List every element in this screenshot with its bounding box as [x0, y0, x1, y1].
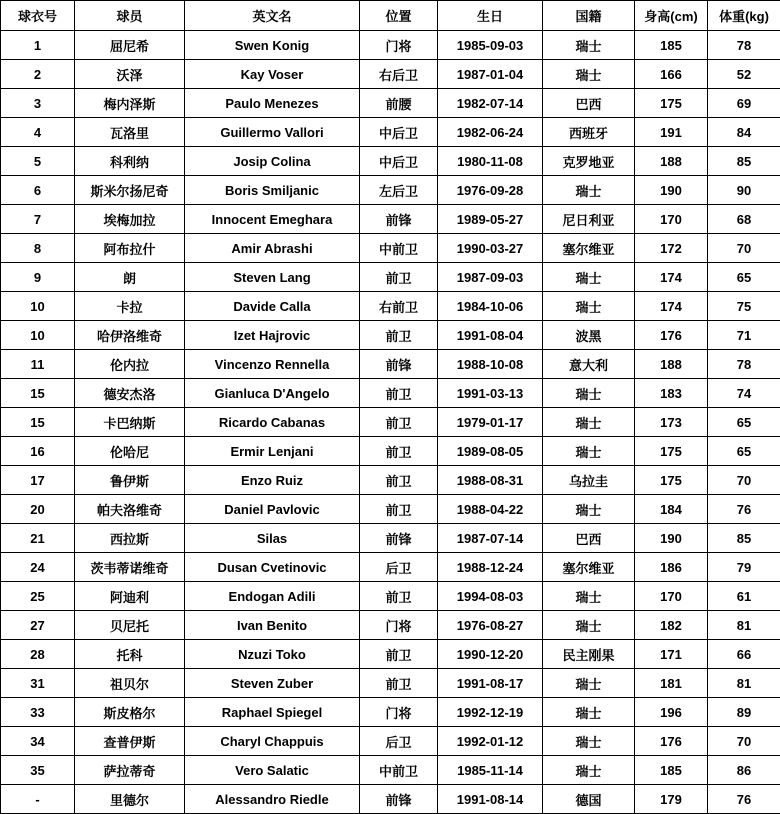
cell-player: 斯米尔扬尼奇 — [75, 176, 185, 205]
cell-player: 埃梅加拉 — [75, 205, 185, 234]
cell-height: 182 — [635, 611, 708, 640]
cell-player: 朗 — [75, 263, 185, 292]
cell-weight: 90 — [708, 176, 780, 205]
cell-english-name: Josip Colina — [185, 147, 360, 176]
cell-number: 10 — [1, 292, 75, 321]
cell-weight: 78 — [708, 31, 780, 60]
cell-nationality: 瑞士 — [543, 379, 635, 408]
cell-height: 166 — [635, 60, 708, 89]
cell-birthday: 1988-10-08 — [438, 350, 543, 379]
cell-weight: 85 — [708, 524, 780, 553]
cell-english-name: Nzuzi Toko — [185, 640, 360, 669]
cell-birthday: 1976-08-27 — [438, 611, 543, 640]
column-header-position: 位置 — [360, 1, 438, 31]
cell-english-name: Daniel Pavlovic — [185, 495, 360, 524]
cell-english-name: Endogan Adili — [185, 582, 360, 611]
table-row — [1, 118, 780, 147]
cell-position: 前卫 — [360, 669, 438, 698]
cell-height: 175 — [635, 437, 708, 466]
column-header-birthday: 生日 — [438, 1, 543, 31]
cell-number: 15 — [1, 408, 75, 437]
cell-position: 前腰 — [360, 89, 438, 118]
cell-english-name: Paulo Menezes — [185, 89, 360, 118]
column-header-nationality: 国籍 — [543, 1, 635, 31]
cell-number: 35 — [1, 756, 75, 785]
table-row — [1, 379, 780, 408]
cell-player: 卡拉 — [75, 292, 185, 321]
cell-weight: 81 — [708, 669, 780, 698]
cell-height: 191 — [635, 118, 708, 147]
cell-weight: 76 — [708, 785, 780, 814]
cell-player: 科利纳 — [75, 147, 185, 176]
cell-birthday: 1991-08-04 — [438, 321, 543, 350]
cell-birthday: 1984-10-06 — [438, 292, 543, 321]
table-row — [1, 292, 780, 321]
cell-birthday: 1989-08-05 — [438, 437, 543, 466]
cell-birthday: 1992-12-19 — [438, 698, 543, 727]
cell-english-name: Ricardo Cabanas — [185, 408, 360, 437]
table-row — [1, 698, 780, 727]
cell-position: 门将 — [360, 698, 438, 727]
cell-height: 172 — [635, 234, 708, 263]
cell-birthday: 1991-08-17 — [438, 669, 543, 698]
cell-birthday: 1985-11-14 — [438, 756, 543, 785]
table-row — [1, 147, 780, 176]
cell-height: 185 — [635, 756, 708, 785]
cell-player: 德安杰洛 — [75, 379, 185, 408]
table-row — [1, 408, 780, 437]
cell-nationality: 波黑 — [543, 321, 635, 350]
cell-birthday: 1990-03-27 — [438, 234, 543, 263]
cell-height: 185 — [635, 31, 708, 60]
cell-height: 174 — [635, 292, 708, 321]
cell-birthday: 1992-01-12 — [438, 727, 543, 756]
cell-player: 卡巴纳斯 — [75, 408, 185, 437]
table-row — [1, 234, 780, 263]
cell-player: 沃泽 — [75, 60, 185, 89]
cell-height: 173 — [635, 408, 708, 437]
table-row — [1, 640, 780, 669]
table-row — [1, 89, 780, 118]
cell-number: 34 — [1, 727, 75, 756]
cell-height: 170 — [635, 205, 708, 234]
cell-english-name: Vero Salatic — [185, 756, 360, 785]
cell-number: 4 — [1, 118, 75, 147]
cell-nationality: 瑞士 — [543, 292, 635, 321]
cell-position: 前卫 — [360, 379, 438, 408]
cell-birthday: 1988-04-22 — [438, 495, 543, 524]
cell-weight: 65 — [708, 437, 780, 466]
cell-english-name: Ivan Benito — [185, 611, 360, 640]
cell-player: 萨拉蒂奇 — [75, 756, 185, 785]
cell-number: 7 — [1, 205, 75, 234]
cell-position: 中前卫 — [360, 234, 438, 263]
cell-nationality: 克罗地亚 — [543, 147, 635, 176]
column-header-number: 球衣号 — [1, 1, 75, 31]
cell-birthday: 1982-07-14 — [438, 89, 543, 118]
cell-birthday: 1994-08-03 — [438, 582, 543, 611]
cell-height: 183 — [635, 379, 708, 408]
cell-player: 阿迪利 — [75, 582, 185, 611]
cell-position: 前锋 — [360, 524, 438, 553]
cell-position: 门将 — [360, 611, 438, 640]
cell-height: 175 — [635, 89, 708, 118]
cell-weight: 52 — [708, 60, 780, 89]
table-header-row — [1, 1, 780, 31]
cell-weight: 65 — [708, 263, 780, 292]
cell-english-name: Izet Hajrovic — [185, 321, 360, 350]
table-row — [1, 31, 780, 60]
cell-height: 181 — [635, 669, 708, 698]
table-row — [1, 205, 780, 234]
cell-birthday: 1988-08-31 — [438, 466, 543, 495]
table-body — [1, 31, 780, 814]
cell-birthday: 1985-09-03 — [438, 31, 543, 60]
cell-weight: 86 — [708, 756, 780, 785]
table-row — [1, 321, 780, 350]
cell-nationality: 塞尔维亚 — [543, 234, 635, 263]
cell-position: 前锋 — [360, 205, 438, 234]
cell-english-name: Innocent Emeghara — [185, 205, 360, 234]
cell-number: 2 — [1, 60, 75, 89]
cell-position: 后卫 — [360, 553, 438, 582]
cell-number: 31 — [1, 669, 75, 698]
cell-birthday: 1982-06-24 — [438, 118, 543, 147]
cell-player: 祖贝尔 — [75, 669, 185, 698]
cell-weight: 68 — [708, 205, 780, 234]
cell-position: 前卫 — [360, 466, 438, 495]
cell-weight: 74 — [708, 379, 780, 408]
cell-height: 184 — [635, 495, 708, 524]
cell-position: 中后卫 — [360, 147, 438, 176]
cell-weight: 85 — [708, 147, 780, 176]
cell-english-name: Davide Calla — [185, 292, 360, 321]
cell-number: 17 — [1, 466, 75, 495]
cell-english-name: Boris Smiljanic — [185, 176, 360, 205]
cell-nationality: 瑞士 — [543, 727, 635, 756]
cell-birthday: 1990-12-20 — [438, 640, 543, 669]
cell-birthday: 1988-12-24 — [438, 553, 543, 582]
cell-weight: 65 — [708, 408, 780, 437]
cell-player: 帕夫洛维奇 — [75, 495, 185, 524]
table-row — [1, 466, 780, 495]
cell-position: 前卫 — [360, 263, 438, 292]
cell-english-name: Vincenzo Rennella — [185, 350, 360, 379]
cell-number: 3 — [1, 89, 75, 118]
table-row — [1, 582, 780, 611]
cell-weight: 79 — [708, 553, 780, 582]
cell-number: 16 — [1, 437, 75, 466]
cell-position: 门将 — [360, 31, 438, 60]
cell-english-name: Alessandro Riedle — [185, 785, 360, 814]
cell-number: - — [1, 785, 75, 814]
table-row — [1, 437, 780, 466]
table-row — [1, 669, 780, 698]
cell-player: 梅内泽斯 — [75, 89, 185, 118]
cell-position: 前卫 — [360, 408, 438, 437]
cell-player: 屈尼希 — [75, 31, 185, 60]
cell-height: 176 — [635, 727, 708, 756]
table-row — [1, 524, 780, 553]
cell-height: 170 — [635, 582, 708, 611]
cell-player: 里德尔 — [75, 785, 185, 814]
table-header — [1, 1, 780, 31]
cell-height: 190 — [635, 524, 708, 553]
cell-english-name: Enzo Ruiz — [185, 466, 360, 495]
cell-height: 188 — [635, 147, 708, 176]
cell-number: 10 — [1, 321, 75, 350]
cell-player: 伦内拉 — [75, 350, 185, 379]
cell-position: 中后卫 — [360, 118, 438, 147]
cell-weight: 89 — [708, 698, 780, 727]
cell-number: 20 — [1, 495, 75, 524]
cell-nationality: 塞尔维亚 — [543, 553, 635, 582]
table-row — [1, 727, 780, 756]
cell-birthday: 1987-01-04 — [438, 60, 543, 89]
cell-height: 188 — [635, 350, 708, 379]
cell-player: 鲁伊斯 — [75, 466, 185, 495]
cell-nationality: 瑞士 — [543, 582, 635, 611]
cell-height: 179 — [635, 785, 708, 814]
cell-nationality: 瑞士 — [543, 31, 635, 60]
cell-position: 前卫 — [360, 495, 438, 524]
cell-number: 9 — [1, 263, 75, 292]
cell-weight: 70 — [708, 727, 780, 756]
cell-nationality: 民主刚果 — [543, 640, 635, 669]
cell-english-name: Guillermo Vallori — [185, 118, 360, 147]
cell-nationality: 瑞士 — [543, 611, 635, 640]
cell-height: 174 — [635, 263, 708, 292]
cell-nationality: 瑞士 — [543, 176, 635, 205]
table-row — [1, 263, 780, 292]
cell-player: 贝尼托 — [75, 611, 185, 640]
cell-english-name: Charyl Chappuis — [185, 727, 360, 756]
cell-weight: 81 — [708, 611, 780, 640]
cell-weight: 69 — [708, 89, 780, 118]
cell-nationality: 西班牙 — [543, 118, 635, 147]
cell-number: 11 — [1, 350, 75, 379]
column-header-player: 球员 — [75, 1, 185, 31]
cell-player: 西拉斯 — [75, 524, 185, 553]
cell-player: 瓦洛里 — [75, 118, 185, 147]
cell-nationality: 瑞士 — [543, 437, 635, 466]
cell-english-name: Swen Konig — [185, 31, 360, 60]
cell-position: 前锋 — [360, 350, 438, 379]
cell-position: 前卫 — [360, 640, 438, 669]
cell-english-name: Gianluca D'Angelo — [185, 379, 360, 408]
cell-nationality: 瑞士 — [543, 408, 635, 437]
cell-english-name: Dusan Cvetinovic — [185, 553, 360, 582]
cell-number: 28 — [1, 640, 75, 669]
cell-birthday: 1991-08-14 — [438, 785, 543, 814]
table-row — [1, 785, 780, 814]
cell-weight: 84 — [708, 118, 780, 147]
cell-nationality: 巴西 — [543, 524, 635, 553]
cell-english-name: Raphael Spiegel — [185, 698, 360, 727]
cell-number: 24 — [1, 553, 75, 582]
cell-height: 190 — [635, 176, 708, 205]
cell-birthday: 1989-05-27 — [438, 205, 543, 234]
cell-weight: 61 — [708, 582, 780, 611]
cell-birthday: 1980-11-08 — [438, 147, 543, 176]
cell-player: 茨韦蒂诺维奇 — [75, 553, 185, 582]
cell-height: 175 — [635, 466, 708, 495]
cell-position: 左后卫 — [360, 176, 438, 205]
column-header-height: 身高(cm) — [635, 1, 708, 31]
cell-weight: 70 — [708, 234, 780, 263]
cell-position: 右前卫 — [360, 292, 438, 321]
cell-player: 阿布拉什 — [75, 234, 185, 263]
cell-english-name: Steven Lang — [185, 263, 360, 292]
table-row — [1, 60, 780, 89]
cell-position: 前卫 — [360, 321, 438, 350]
table-row — [1, 553, 780, 582]
column-header-weight: 体重(kg) — [708, 1, 780, 31]
cell-position: 前锋 — [360, 785, 438, 814]
cell-english-name: Silas — [185, 524, 360, 553]
cell-nationality: 瑞士 — [543, 495, 635, 524]
cell-player: 斯皮格尔 — [75, 698, 185, 727]
cell-position: 前卫 — [360, 437, 438, 466]
cell-birthday: 1987-09-03 — [438, 263, 543, 292]
cell-birthday: 1987-07-14 — [438, 524, 543, 553]
cell-number: 15 — [1, 379, 75, 408]
cell-number: 8 — [1, 234, 75, 263]
cell-nationality: 巴西 — [543, 89, 635, 118]
cell-player: 托科 — [75, 640, 185, 669]
cell-height: 196 — [635, 698, 708, 727]
cell-weight: 78 — [708, 350, 780, 379]
cell-nationality: 意大利 — [543, 350, 635, 379]
cell-height: 186 — [635, 553, 708, 582]
cell-nationality: 乌拉圭 — [543, 466, 635, 495]
cell-number: 33 — [1, 698, 75, 727]
cell-nationality: 瑞士 — [543, 698, 635, 727]
cell-nationality: 尼日利亚 — [543, 205, 635, 234]
cell-number: 6 — [1, 176, 75, 205]
table-row — [1, 611, 780, 640]
cell-english-name: Steven Zuber — [185, 669, 360, 698]
cell-position: 中前卫 — [360, 756, 438, 785]
cell-birthday: 1976-09-28 — [438, 176, 543, 205]
cell-position: 后卫 — [360, 727, 438, 756]
cell-nationality: 瑞士 — [543, 263, 635, 292]
table-row — [1, 495, 780, 524]
table-row — [1, 756, 780, 785]
cell-position: 前卫 — [360, 582, 438, 611]
cell-nationality: 瑞士 — [543, 60, 635, 89]
cell-number: 1 — [1, 31, 75, 60]
cell-player: 查普伊斯 — [75, 727, 185, 756]
column-header-english-name: 英文名 — [185, 1, 360, 31]
cell-english-name: Ermir Lenjani — [185, 437, 360, 466]
cell-english-name: Amir Abrashi — [185, 234, 360, 263]
cell-weight: 71 — [708, 321, 780, 350]
table-row — [1, 176, 780, 205]
cell-nationality: 瑞士 — [543, 669, 635, 698]
cell-number: 27 — [1, 611, 75, 640]
cell-height: 171 — [635, 640, 708, 669]
cell-player: 伦哈尼 — [75, 437, 185, 466]
cell-number: 21 — [1, 524, 75, 553]
cell-nationality: 德国 — [543, 785, 635, 814]
cell-nationality: 瑞士 — [543, 756, 635, 785]
cell-position: 右后卫 — [360, 60, 438, 89]
cell-number: 5 — [1, 147, 75, 176]
cell-number: 25 — [1, 582, 75, 611]
cell-english-name: Kay Voser — [185, 60, 360, 89]
cell-height: 176 — [635, 321, 708, 350]
cell-birthday: 1979-01-17 — [438, 408, 543, 437]
cell-player: 哈伊洛维奇 — [75, 321, 185, 350]
cell-weight: 66 — [708, 640, 780, 669]
table-row — [1, 350, 780, 379]
cell-weight: 76 — [708, 495, 780, 524]
cell-birthday: 1991-03-13 — [438, 379, 543, 408]
cell-weight: 70 — [708, 466, 780, 495]
cell-weight: 75 — [708, 292, 780, 321]
